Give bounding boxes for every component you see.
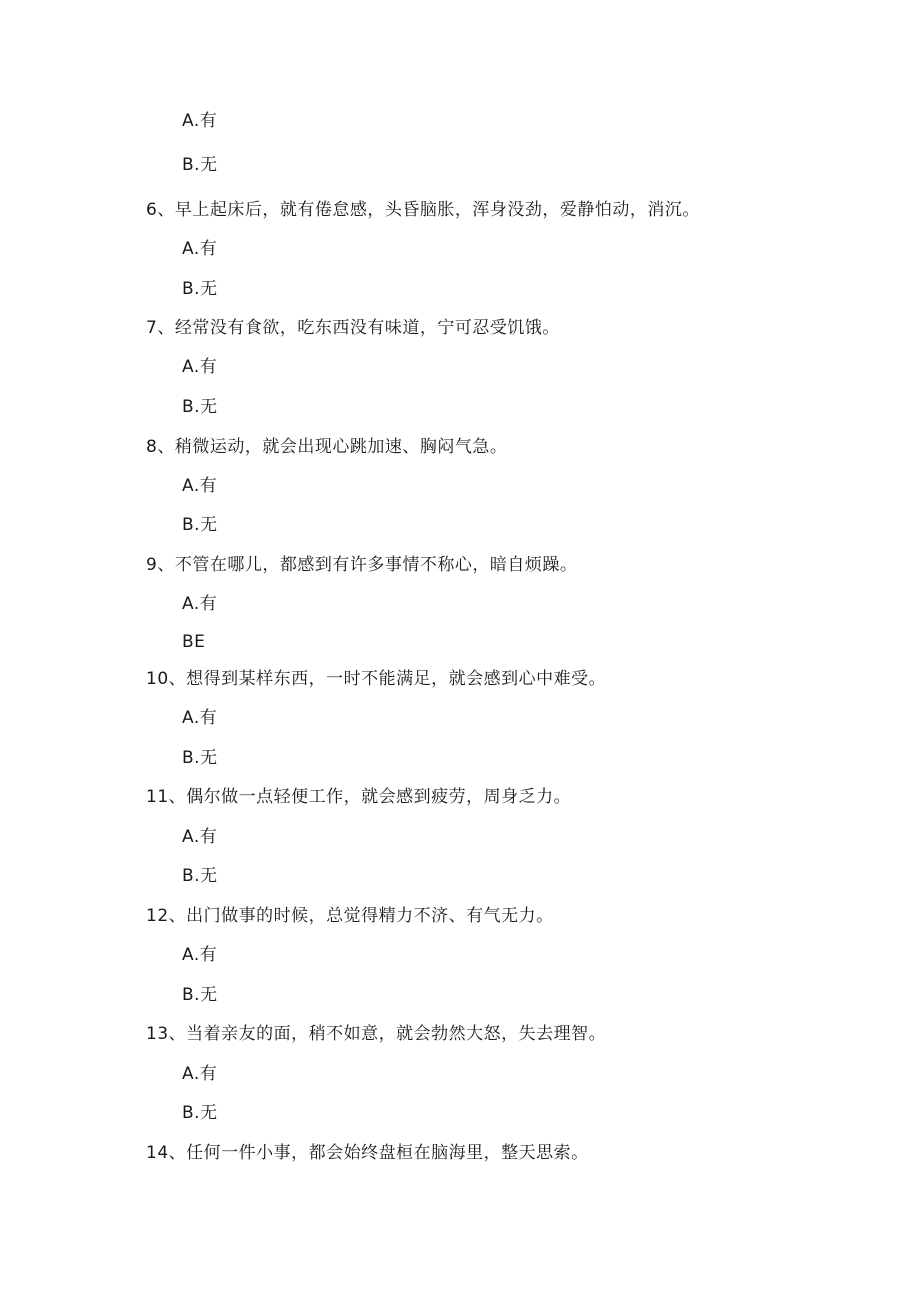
- question-11: 11、偶尔做一点轻便工作，就会感到疲劳，周身乏力。: [146, 787, 572, 807]
- option-b: B.无: [182, 279, 218, 299]
- option-b: B.无: [182, 748, 218, 768]
- option-a: A.有: [182, 357, 218, 377]
- option-a: A.有: [182, 708, 218, 728]
- question-12: 12、出门做事的时候，总觉得精力不济、有气无力。: [146, 906, 554, 926]
- question-9: 9、不管在哪儿，都感到有许多事情不称心，暗自烦躁。: [146, 555, 578, 575]
- question-7: 7、经常没有食欲，吃东西没有味道，宁可忍受饥饿。: [146, 318, 560, 338]
- option-b: B.无: [182, 1103, 218, 1123]
- option-b: B.无: [182, 866, 218, 886]
- option-a: A.有: [182, 476, 218, 496]
- option-b: B.无: [182, 397, 218, 417]
- option-b: B.无: [182, 515, 218, 535]
- option-b: B.无: [182, 155, 218, 175]
- question-10: 10、想得到某样东西，一时不能满足，就会感到心中难受。: [146, 669, 607, 689]
- question-6: 6、早上起床后，就有倦怠感，头昏脑胀，浑身没劲，爱静怕动，消沉。: [146, 200, 700, 220]
- option-b: BE: [182, 632, 206, 652]
- option-a: A.有: [182, 239, 218, 259]
- question-13: 13、当着亲友的面，稍不如意，就会勃然大怒，失去理智。: [146, 1024, 607, 1044]
- option-a: A.有: [182, 111, 218, 131]
- option-a: A.有: [182, 827, 218, 847]
- option-a: A.有: [182, 1064, 218, 1084]
- option-a: A.有: [182, 594, 218, 614]
- question-8: 8、稍微运动，就会出现心跳加速、胸闷气急。: [146, 437, 508, 457]
- question-14: 14、任何一件小事，都会始终盘桓在脑海里，整天思索。: [146, 1143, 589, 1163]
- option-b: B.无: [182, 985, 218, 1005]
- option-a: A.有: [182, 945, 218, 965]
